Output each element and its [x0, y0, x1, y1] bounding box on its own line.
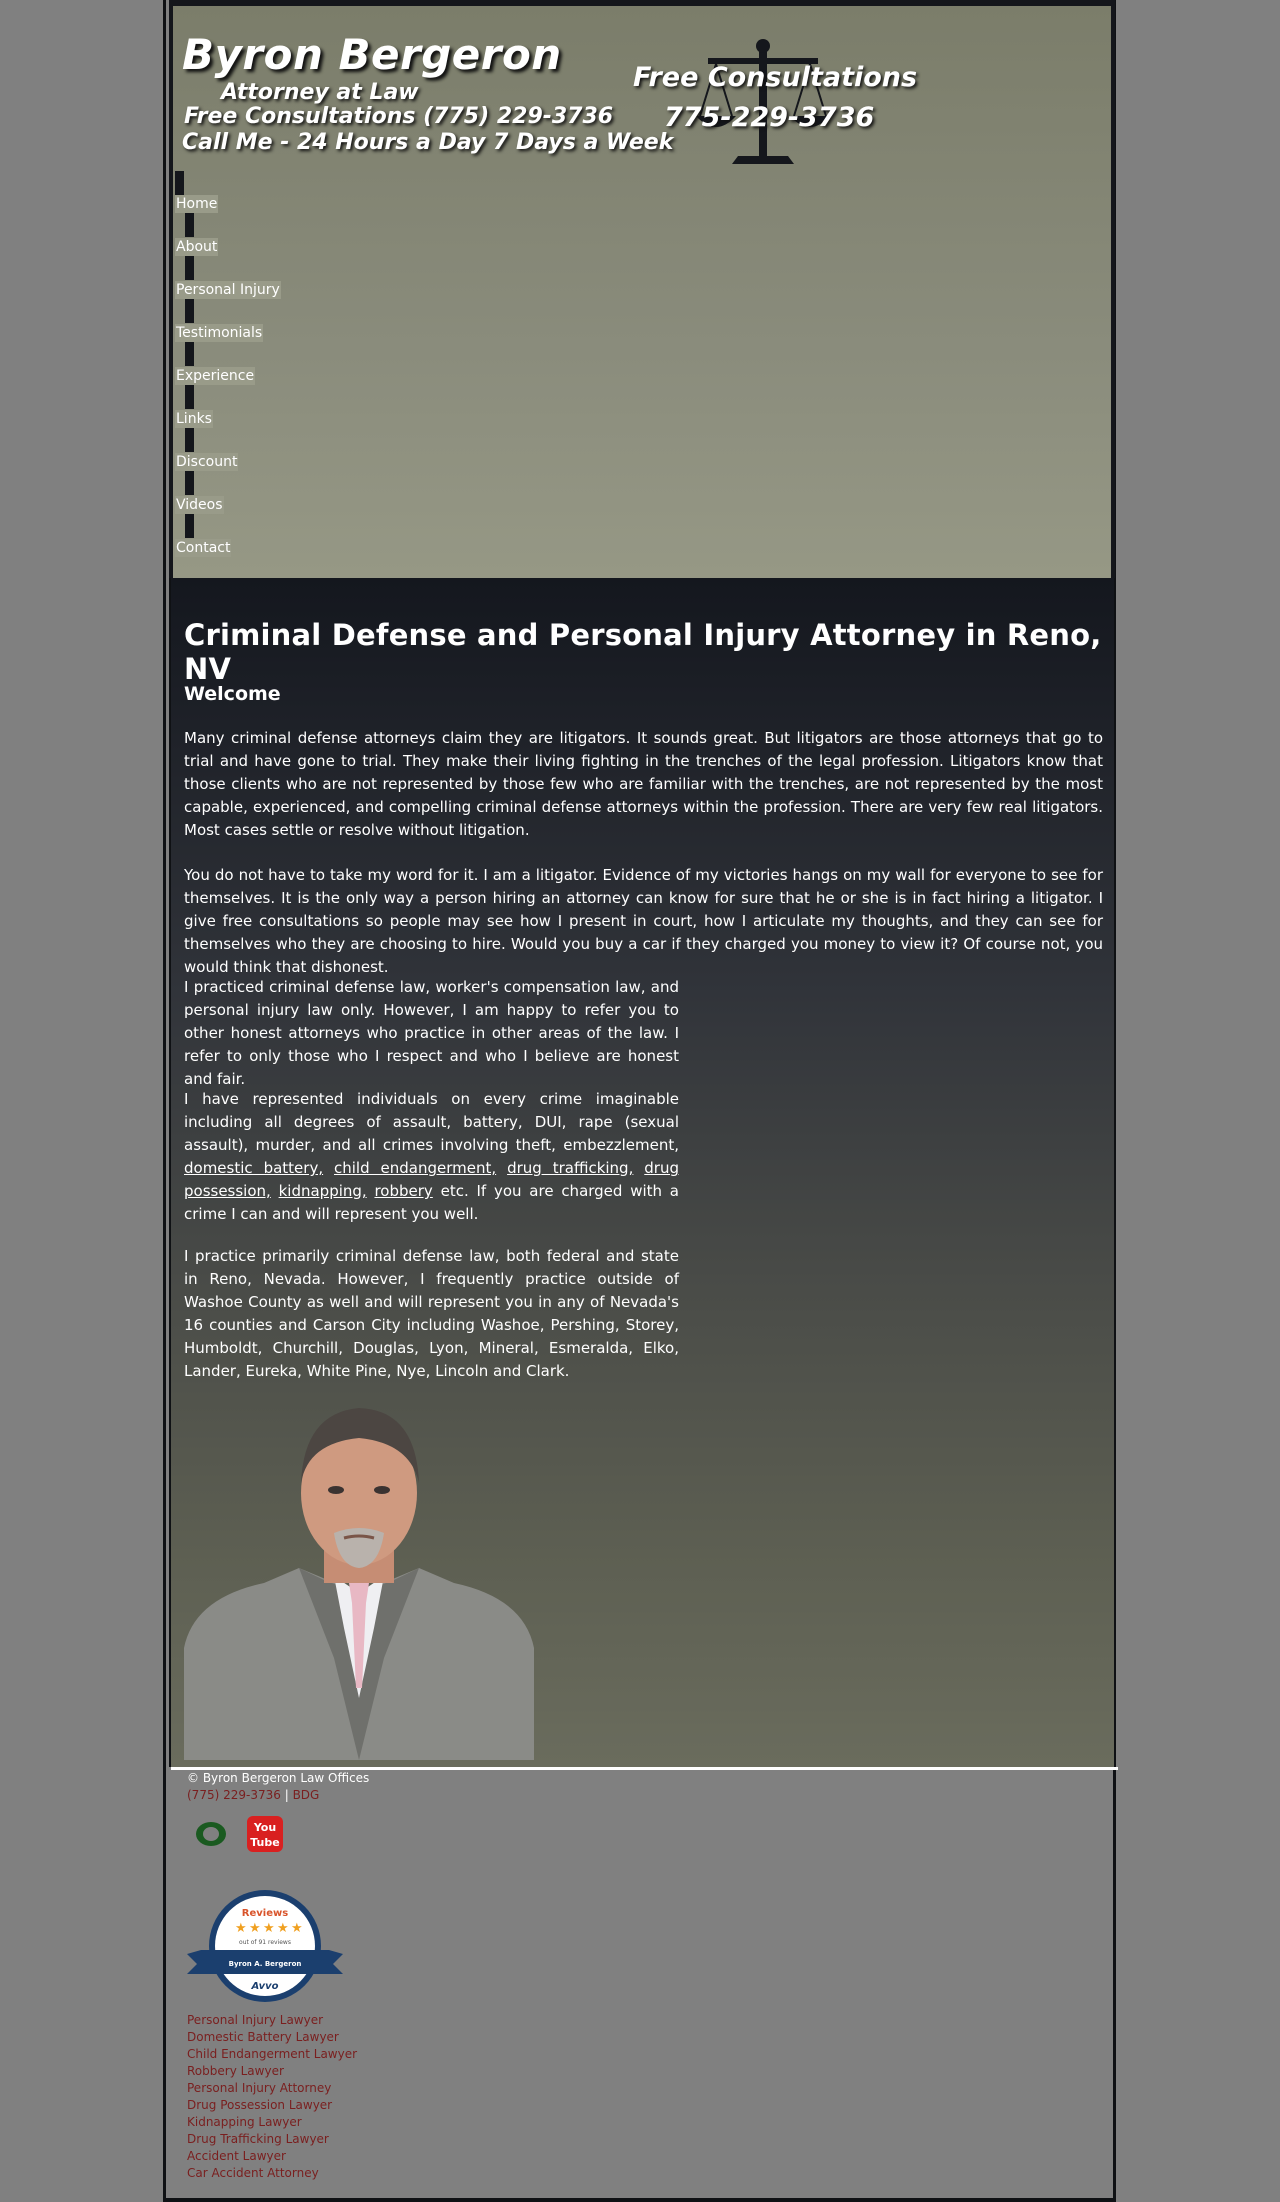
badge-subtitle: out of 91 reviews: [239, 1939, 291, 1946]
attorney-portrait-image: [184, 1398, 534, 1760]
svg-text:★: ★: [235, 1921, 247, 1936]
footer-link-accident-lawyer[interactable]: Accident Lawyer: [187, 2149, 286, 2163]
footer-link-car-accident-attorney[interactable]: Car Accident Attorney: [187, 2166, 319, 2180]
nav-item-about: [173, 209, 373, 255]
footer-link-drug-trafficking-lawyer[interactable]: Drug Trafficking Lawyer: [187, 2132, 329, 2146]
footer-link-personal-injury-attorney[interactable]: Personal Injury Attorney: [187, 2081, 332, 2095]
site-header: [169, 0, 1115, 578]
practice-paragraph: I practiced criminal defense law, worker's compensation law, and personal injury law only. However, I am happy to refer you to other honest attorneys who practice in other areas of the law. I refer to only those who I respect and who I believe are honest and fair.: [184, 978, 679, 1088]
link-domestic-battery[interactable]: domestic battery,: [184, 1159, 324, 1177]
footer-link-personal-injury-lawyer[interactable]: Personal Injury Lawyer: [187, 2013, 324, 2027]
avvo-logo: Avvo: [251, 1981, 279, 1992]
social-icons: [195, 1814, 315, 1854]
logo-hours: Call Me - 24 Hours a Day 7 Days a Week: [182, 130, 674, 155]
logo-phone-line: Free Consultations (775) 229-3736: [184, 104, 614, 129]
star-rating-icon: [235, 1921, 303, 1936]
youtube-label-bottom: Tube: [250, 1836, 280, 1849]
logo-subtitle: Attorney at Law: [221, 80, 419, 105]
nav-item-testimonials: [173, 295, 373, 341]
nav-item-videos: [173, 467, 373, 513]
footer-phone-link[interactable]: (775) 229-3736: [187, 1788, 281, 1802]
main-content: [169, 578, 1116, 1767]
svg-text:★: ★: [291, 1921, 303, 1936]
consult-phone[interactable]: 775-229-3736: [664, 102, 875, 133]
counties-paragraph: I practice primarily criminal defense law, both federal and state in Reno, Nevada. However, I frequently practice outside of Washoe County as well and will represent you in any of Nevada's 16 counties and Carson City including Washoe, Pershing, Storey, Humboldt, Churchill, Douglas, Lyon, Mineral, Esmeralda, Elko, Lander, Eureka, White Pine, Nye, Lincoln and Clark.: [184, 1247, 679, 1380]
svg-text:★: ★: [249, 1921, 261, 1936]
badge-ribbon: Byron A. Bergeron: [228, 1960, 302, 1968]
nav-link-discount[interactable]: Discount: [176, 454, 238, 470]
nav-item-experience: [173, 338, 373, 384]
link-drug-trafficking[interactable]: drug trafficking,: [507, 1159, 634, 1177]
nav-item-contact: [173, 510, 373, 556]
svg-text:★: ★: [277, 1921, 289, 1936]
nav-bullet: [185, 428, 194, 452]
youtube-icon[interactable]: [247, 1816, 283, 1852]
nav-bullet: [185, 213, 194, 237]
footer-link-domestic-battery-lawyer[interactable]: Domestic Battery Lawyer: [187, 2030, 339, 2044]
page-container: [163, 0, 1116, 2202]
nav-link-experience[interactable]: Experience: [176, 368, 255, 384]
page-title: Criminal Defense and Personal Injury Attorney in Reno, NV: [184, 618, 1102, 686]
site-footer: [187, 1770, 787, 2180]
crimes-paragraph: [184, 1088, 679, 1226]
footer-link-kidnapping-lawyer[interactable]: Kidnapping Lawyer: [187, 2115, 302, 2129]
nav-bullet: [185, 385, 194, 409]
nav-bullet: [185, 299, 194, 323]
footer-separator: |: [284, 1788, 289, 1802]
logo-name[interactable]: Byron Bergeron: [182, 30, 562, 79]
page-bottom-border: [163, 2198, 1116, 2202]
avvo-reviews-badge[interactable]: [187, 1888, 343, 2006]
footer-link-robbery-lawyer[interactable]: Robbery Lawyer: [187, 2064, 284, 2078]
footer-bdg-link[interactable]: BDG: [292, 1788, 320, 1802]
nav-link-videos[interactable]: Videos: [176, 497, 223, 513]
copyright-text: © Byron Bergeron Law Offices: [187, 1771, 370, 1785]
welcome-heading: Welcome: [184, 683, 281, 705]
nav-link-about[interactable]: About: [176, 239, 218, 255]
footer-links: [187, 2012, 357, 2182]
nav-link-testimonials[interactable]: Testimonials: [176, 325, 263, 341]
nav-link-contact[interactable]: Contact: [176, 540, 231, 556]
link-drug-possession[interactable]: drug possession,: [184, 1159, 679, 1200]
link-child-endangerment[interactable]: child endangerment,: [334, 1159, 497, 1177]
footer-link-child-endangerment-lawyer[interactable]: Child Endangerment Lawyer: [187, 2047, 358, 2061]
nav-link-home[interactable]: Home: [176, 196, 218, 212]
youtube-label-top: You: [253, 1821, 277, 1834]
consult-title: Free Consultations: [633, 62, 918, 93]
nav-link-links[interactable]: Links: [176, 411, 212, 427]
nav-item-discount: [173, 424, 373, 470]
badge-title: Reviews: [241, 1908, 289, 1919]
oregon-o-icon[interactable]: [196, 1822, 226, 1846]
nav-bullet: [185, 471, 194, 495]
nav-bullet: [185, 256, 194, 280]
intro-paragraph: Many criminal defense attorneys claim they are litigators. It sounds great. But litigators are those attorneys that go to trial and have gone to trial. They make their living fighting in the trenches of the legal profession. Litigators know that those clients who are not represented by those few who are familiar with the trenches, are not represented by the most capable, experienced, and compelling criminal defense attorneys within the profession. There are very few real litigators. Most cases settle or resolve without litigation.: [184, 729, 1103, 839]
svg-text:★: ★: [263, 1921, 275, 1936]
link-robbery[interactable]: robbery: [374, 1182, 433, 1200]
nav-link-personal-injury[interactable]: Personal Injury: [176, 282, 280, 298]
footer-link-drug-possession-lawyer[interactable]: Drug Possession Lawyer: [187, 2098, 333, 2112]
crimes-outro-text: etc. If you are charged with a crime I can and will represent you well.: [184, 1182, 679, 1223]
crimes-intro-text: I have represented individuals on every crime imaginable including all degrees of assault, battery, DUI, rape (sexual assault), murder, and all crimes involving theft, embezzlement,: [184, 1090, 679, 1154]
litigator-paragraph: You do not have to take my word for it. I am a litigator. Evidence of my victories hangs on my wall for everyone to see for themselves. It is the only way a person hiring an attorney can know for sure that he or she is in fact hiring a litigator. I give free consultations so people may see how I present in court, how I articulate my thoughts, and they can see for themselves who they are choosing to hire. Would you buy a car if they charged you money to view it? Of course not, you would think that dishonest.: [184, 866, 1103, 976]
footer-contact-line: [187, 1787, 787, 1804]
nav-item-home: [173, 166, 373, 212]
link-kidnapping[interactable]: kidnapping,: [278, 1182, 367, 1200]
nav-bullet: [185, 342, 194, 366]
nav-bullet: [175, 171, 184, 195]
nav-item-personal-injury: [173, 252, 373, 298]
main-nav: [173, 166, 373, 556]
nav-item-links: [173, 381, 373, 427]
nav-bullet: [185, 514, 194, 538]
